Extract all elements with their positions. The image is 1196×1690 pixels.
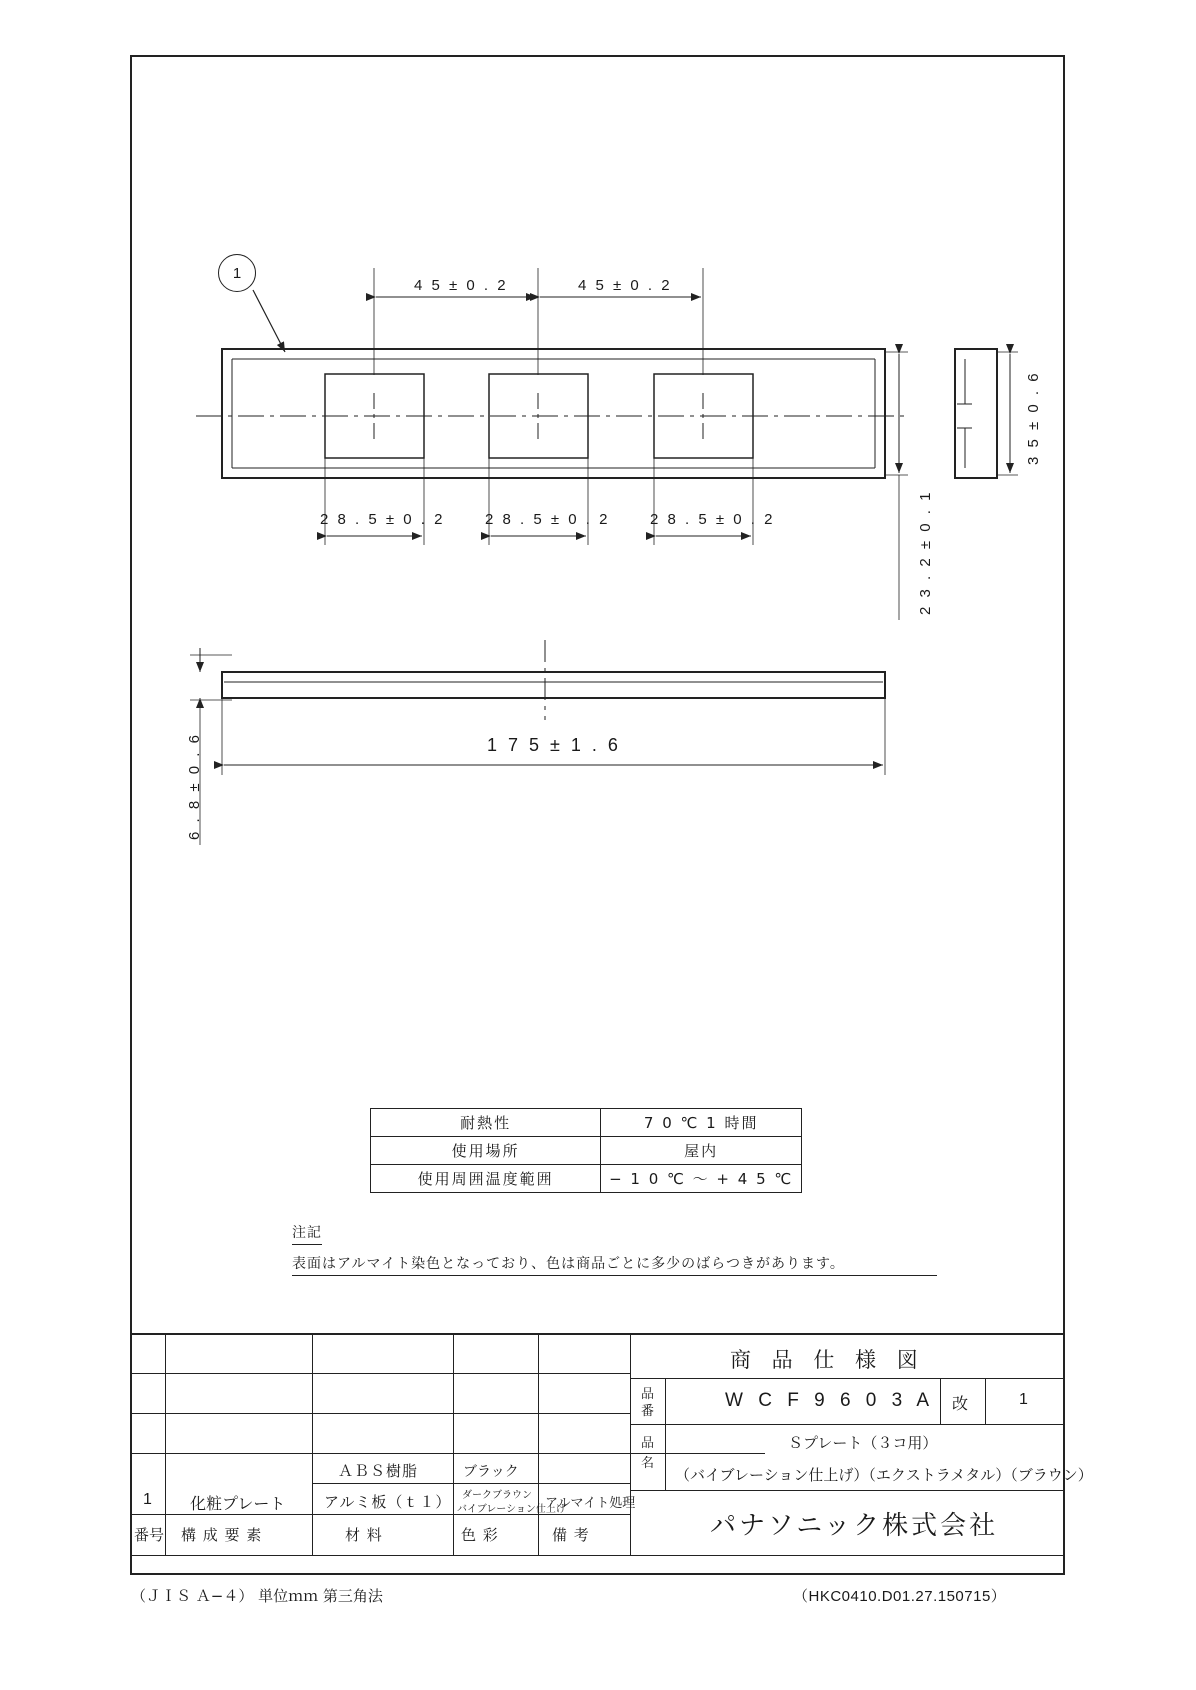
part-row-color-top: ブラック <box>463 1464 519 1480</box>
tb-line <box>130 1413 630 1414</box>
tb-vline <box>630 1333 631 1555</box>
part-row-material-bottom: アルミ板（ｔ１） <box>324 1493 452 1511</box>
tb-line <box>630 1424 1065 1425</box>
tb-top-border <box>130 1333 1065 1335</box>
spec-row <box>371 1109 802 1137</box>
notes-heading: 注記 <box>292 1222 322 1245</box>
tb-line <box>130 1555 1065 1556</box>
parts-header-component: 構 成 要 素 <box>181 1526 263 1544</box>
part-row-component: 化粧プレート <box>190 1494 286 1513</box>
tb-vline <box>165 1333 166 1555</box>
dim-top-pitch-right: 4 5 ± 0 . 2 <box>578 277 673 294</box>
tb-vline <box>940 1378 941 1424</box>
dim-thickness-6-8: 6 . 8 ± 0 . 6 <box>186 732 203 840</box>
parts-header-no: 番号 <box>134 1526 165 1544</box>
revision-value: 1 <box>1019 1391 1028 1408</box>
part-row-remarks-bottom: アルマイト処理 <box>545 1496 636 1511</box>
parts-header-color: 色 彩 <box>461 1526 499 1544</box>
tb-line <box>312 1483 630 1484</box>
model-label-char1: 品 <box>641 1387 655 1402</box>
dim-length-175: 1 7 5 ± 1 . 6 <box>487 735 621 755</box>
balloon-label: 1 <box>232 264 242 282</box>
product-name-line1: Ｓプレート（３コ用） <box>788 1434 938 1452</box>
tb-line <box>130 1373 630 1374</box>
revision-label: 改 <box>952 1394 969 1413</box>
dim-window-width-3: 2 8 . 5 ± 0 . 2 <box>650 511 775 528</box>
footer-right: （HKC0410.D01.27.150715） <box>793 1588 1007 1605</box>
dim-side-35: 3 5 ± 0 . 6 <box>1025 370 1042 465</box>
spec-label: 使用周囲温度範囲 <box>371 1165 601 1193</box>
parts-header-remarks: 備 考 <box>552 1526 590 1544</box>
dim-window-width-2: 2 8 . 5 ± 0 . 2 <box>485 511 610 528</box>
tb-line <box>630 1378 1065 1379</box>
tb-vline <box>312 1333 313 1555</box>
model-number: W C F 9 6 0 3 A <box>725 1390 935 1411</box>
tb-vline <box>985 1378 986 1424</box>
dim-window-width-1: 2 8 . 5 ± 0 . 2 <box>320 511 445 528</box>
dim-height-23-2: 2 3 . 2 ± 0 . 1 <box>917 490 934 615</box>
doc-title: 商 品 仕 様 図 <box>730 1348 925 1372</box>
part-row-color-bottom-1: ダークブラウン <box>462 1490 532 1501</box>
tb-vline <box>538 1333 539 1555</box>
parts-header-material: 材 料 <box>345 1526 383 1544</box>
spec-value: − 1 0 ℃ 〜 + 4 5 ℃ <box>601 1165 802 1193</box>
spec-label: 耐熱性 <box>371 1109 601 1137</box>
product-name-label-char1: 品 <box>641 1436 655 1451</box>
part-row-color-bottom-2: バイブレーション仕上げ <box>457 1504 566 1515</box>
footer-left: （ＪＩＳ Ａ−４） 単位ｍｍ 第三角法 <box>131 1587 383 1605</box>
model-label-char2: 番 <box>641 1404 655 1419</box>
part-row-no: 1 <box>143 1491 152 1508</box>
spec-row <box>371 1137 802 1165</box>
tb-vline <box>453 1333 454 1555</box>
spec-value: 7 0 ℃ 1 時間 <box>601 1109 802 1137</box>
product-name-line2: （バイブレーション仕上げ）（エクストラメタル）（ブラウン） <box>675 1466 1093 1484</box>
product-name-label-char2: 名 <box>641 1456 655 1471</box>
part-row-material-top: ＡＢＳ樹脂 <box>338 1462 419 1480</box>
tb-line <box>630 1490 1065 1491</box>
spec-row <box>371 1165 802 1193</box>
spec-table <box>370 1108 802 1193</box>
tb-vline <box>665 1378 666 1490</box>
balloon-1 <box>218 254 256 292</box>
company-name: パナソニック株式会社 <box>710 1511 999 1541</box>
dim-top-pitch-left: 4 5 ± 0 . 2 <box>414 277 509 294</box>
spec-value: 屋内 <box>601 1137 802 1165</box>
notes-text: 表面はアルマイト染色となっており、色は商品ごとに多少のばらつきがあります。 <box>292 1253 937 1276</box>
spec-label: 使用場所 <box>371 1137 601 1165</box>
tb-line <box>130 1453 765 1454</box>
